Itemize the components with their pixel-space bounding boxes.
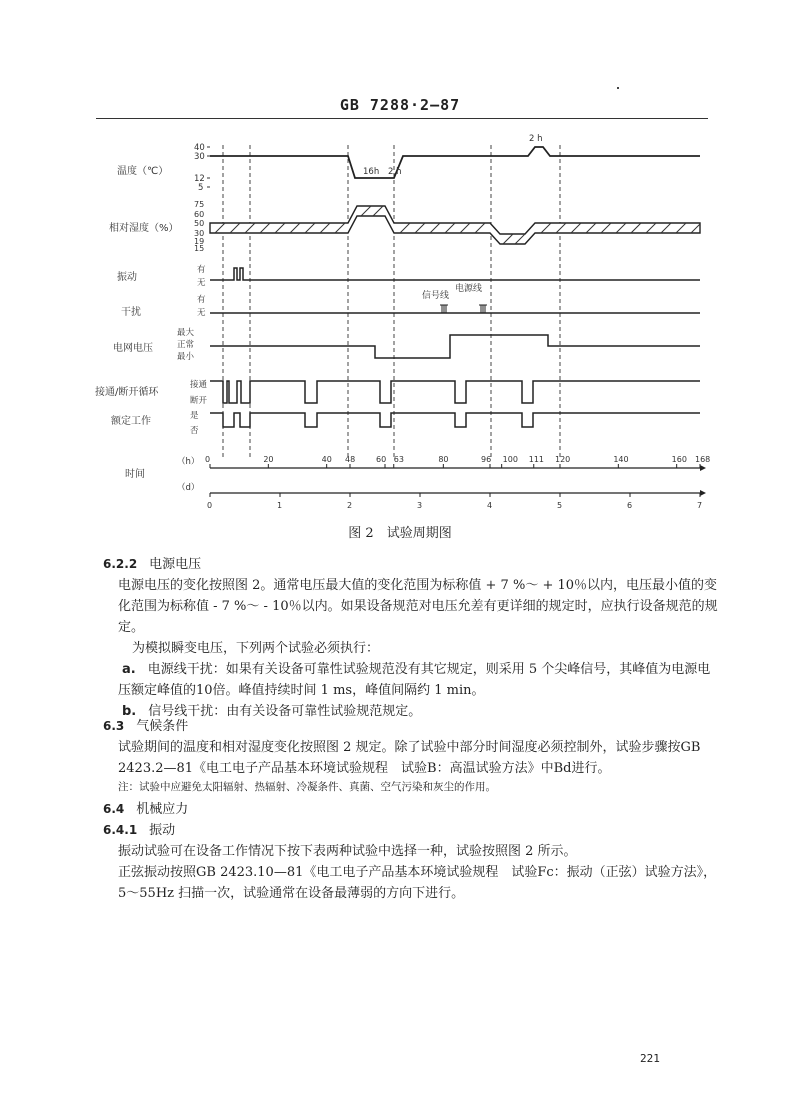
hum-tick-19: 19 bbox=[194, 237, 205, 246]
day-tick-label: 6 bbox=[627, 501, 633, 510]
standard-code-header: GB 7288·2—87 bbox=[339, 96, 461, 114]
day-tick-label: 2 bbox=[347, 501, 353, 510]
section-title: 电源电压 bbox=[149, 557, 202, 572]
page-number: 221 bbox=[640, 1052, 660, 1065]
hum-tick-15: 15 bbox=[194, 244, 205, 253]
signal-line-label: 信号线 bbox=[422, 291, 450, 301]
hour-tick-label: 96 bbox=[481, 455, 492, 464]
list-item-a-marker: a. bbox=[122, 662, 136, 677]
vibration-trace bbox=[210, 268, 700, 280]
mains-voltage-label: 电网电压 bbox=[113, 343, 153, 354]
on-off-level-off: 断开 bbox=[190, 396, 208, 406]
interference-spikes bbox=[440, 305, 487, 313]
hour-tick-label: 140 bbox=[613, 455, 629, 464]
mains-voltage-trace bbox=[210, 335, 700, 358]
paragraph-vibration-selection: 振动试验可在设备工作情况下按下表两种试验中选择一种，试验按照图 2 所示。 bbox=[118, 844, 577, 859]
hour-tick-label: 48 bbox=[345, 455, 356, 464]
hour-tick-label: 168 bbox=[695, 455, 710, 464]
rated-operation-row bbox=[111, 411, 700, 436]
rated-operation-trace bbox=[210, 413, 700, 427]
section-6-4-1-heading bbox=[103, 820, 175, 841]
list-item-b-text: 信号线干扰：由有关设备可靠性试验规范规定。 bbox=[148, 704, 422, 719]
hum-tick-30: 30 bbox=[194, 229, 205, 238]
time-axes bbox=[125, 455, 710, 510]
temperature-curve bbox=[210, 147, 700, 178]
hour-unit: （h） bbox=[177, 457, 200, 467]
temp-tick-5: 5 bbox=[198, 183, 204, 193]
figure-caption: 图 2 试验周期图 bbox=[348, 526, 452, 541]
section-title: 气候条件 bbox=[136, 719, 189, 734]
test-cycle-diagram bbox=[95, 130, 710, 515]
day-tick-label: 0 bbox=[207, 501, 213, 510]
day-axis-arrow bbox=[700, 490, 706, 496]
temperature-label: 温度（℃） bbox=[117, 166, 169, 177]
list-item-b-marker: b. bbox=[122, 704, 137, 719]
power-line-label: 电源线 bbox=[455, 284, 483, 294]
day-ticks bbox=[207, 493, 702, 510]
hour-tick-label: 111 bbox=[528, 455, 545, 464]
day-unit: （d） bbox=[177, 483, 200, 493]
temperature-row bbox=[117, 134, 700, 193]
on-off-cycle-row bbox=[95, 379, 700, 406]
section-number: 6.4 bbox=[103, 802, 125, 816]
vibration-level-yes: 有 bbox=[197, 265, 206, 275]
time-label: 时间 bbox=[125, 469, 145, 480]
temp-tick-40: 40 bbox=[194, 143, 205, 153]
hour-axis-arrow bbox=[700, 465, 706, 471]
voltage-level-max: 最大 bbox=[177, 328, 195, 338]
temp-2h-right: 2 h bbox=[388, 167, 402, 177]
header-rule bbox=[96, 118, 708, 119]
hour-ticks bbox=[205, 455, 710, 468]
paragraph-voltage-range: 电源电压的变化按照图 2。通常电压最大值的变化范围为标称值 + 7 %～ + 10％以内，电压最小值的变化范围为标称值 - 7 %～ - 10％以内。如果设备规范对电压允差有更详细的规定时，应执行设备规范的规定。 bbox=[118, 578, 718, 635]
interference-level-yes: 有 bbox=[197, 295, 206, 305]
interference-row bbox=[121, 282, 700, 318]
list-item-b bbox=[118, 701, 718, 722]
day-tick-label: 5 bbox=[557, 501, 563, 510]
humidity-row bbox=[109, 200, 700, 253]
on-off-label: 接通/断开循环 bbox=[95, 387, 159, 398]
paragraph-sine-vibration: 正弦振动按照GB 2423.10—81《电工电子产品基本环境试验规程 试验Fc：振动（正弦）试验方法》，5～55Hz 扫描一次，试验通常在设备最薄弱的方向下进行。 bbox=[118, 865, 717, 901]
paragraph-climate: 试验期间的温度和相对湿度变化按照图 2 规定。除了试验中部分时间湿度必须控制外，试验步骤按GB 2423.2—81《电工电子产品基本环境试验规程 试验B：高温试验方法》中Bd进行。 bbox=[118, 740, 701, 776]
hour-tick-label: 63 bbox=[393, 455, 404, 464]
on-off-level-on: 接通 bbox=[190, 380, 208, 390]
temp-tick-30: 30 bbox=[194, 152, 205, 162]
hum-tick-75: 75 bbox=[194, 200, 205, 209]
day-tick-label: 7 bbox=[697, 501, 703, 510]
on-off-trace bbox=[210, 381, 700, 403]
list-item-a-text: 电源线干扰：如果有关设备可靠性试验规范没有其它规定，则采用 5 个尖峰信号，其峰值为电源电压额定峰值的10倍。峰值持续时间 1 ms，峰值间隔约 1 min。 bbox=[118, 662, 711, 698]
hum-tick-60: 60 bbox=[194, 210, 205, 219]
vibration-level-no: 无 bbox=[197, 278, 206, 288]
section-title: 振动 bbox=[149, 823, 176, 838]
hour-tick-label: 100 bbox=[502, 455, 518, 464]
section-6-3-heading bbox=[103, 716, 188, 737]
hour-tick-label: 40 bbox=[321, 455, 332, 464]
section-title: 机械应力 bbox=[136, 802, 189, 817]
section-6-2-2-heading bbox=[103, 554, 201, 575]
interference-level-no: 无 bbox=[197, 308, 206, 318]
list-item-a bbox=[118, 659, 718, 701]
hum-tick-50: 50 bbox=[194, 219, 205, 228]
note-text: 注：试验中应避免太阳辐射、热辐射、冷凝条件、真菌、空气污染和灰尘的作用。 bbox=[118, 781, 496, 793]
rated-level-no: 否 bbox=[190, 426, 199, 436]
section-6-4-heading bbox=[103, 799, 188, 820]
voltage-level-normal: 正常 bbox=[177, 340, 195, 350]
hour-tick-label: 20 bbox=[263, 455, 274, 464]
rated-operation-label: 额定工作 bbox=[111, 416, 151, 427]
section-number: 6.2.2 bbox=[103, 557, 138, 571]
temp-tick-12: 12 bbox=[194, 174, 205, 184]
day-tick-label: 3 bbox=[417, 501, 423, 510]
hour-tick-label: 160 bbox=[671, 455, 687, 464]
hour-tick-label: 120 bbox=[555, 455, 571, 464]
humidity-label: 相对湿度（%） bbox=[109, 223, 179, 234]
paragraph-transient-intro: 为模拟瞬变电压，下列两个试验必须执行： bbox=[132, 641, 380, 656]
interference-label: 干扰 bbox=[121, 307, 141, 318]
temp-16h: 16h bbox=[363, 167, 380, 177]
voltage-level-min: 最小 bbox=[177, 352, 195, 362]
temp-2h-top: 2 h bbox=[529, 134, 543, 144]
hour-tick-label: 60 bbox=[376, 455, 387, 464]
section-number: 6.4.1 bbox=[103, 823, 138, 837]
vibration-label: 振动 bbox=[117, 272, 137, 283]
scan-speck bbox=[617, 87, 619, 89]
day-tick-label: 4 bbox=[487, 501, 493, 510]
hour-tick-label: 80 bbox=[438, 455, 449, 464]
section-number: 6.3 bbox=[103, 719, 125, 733]
day-tick-label: 1 bbox=[277, 501, 283, 510]
hour-tick-label: 0 bbox=[205, 455, 211, 464]
mains-voltage-row bbox=[113, 327, 700, 362]
rated-level-yes: 是 bbox=[190, 411, 199, 421]
vibration-row bbox=[117, 264, 700, 288]
